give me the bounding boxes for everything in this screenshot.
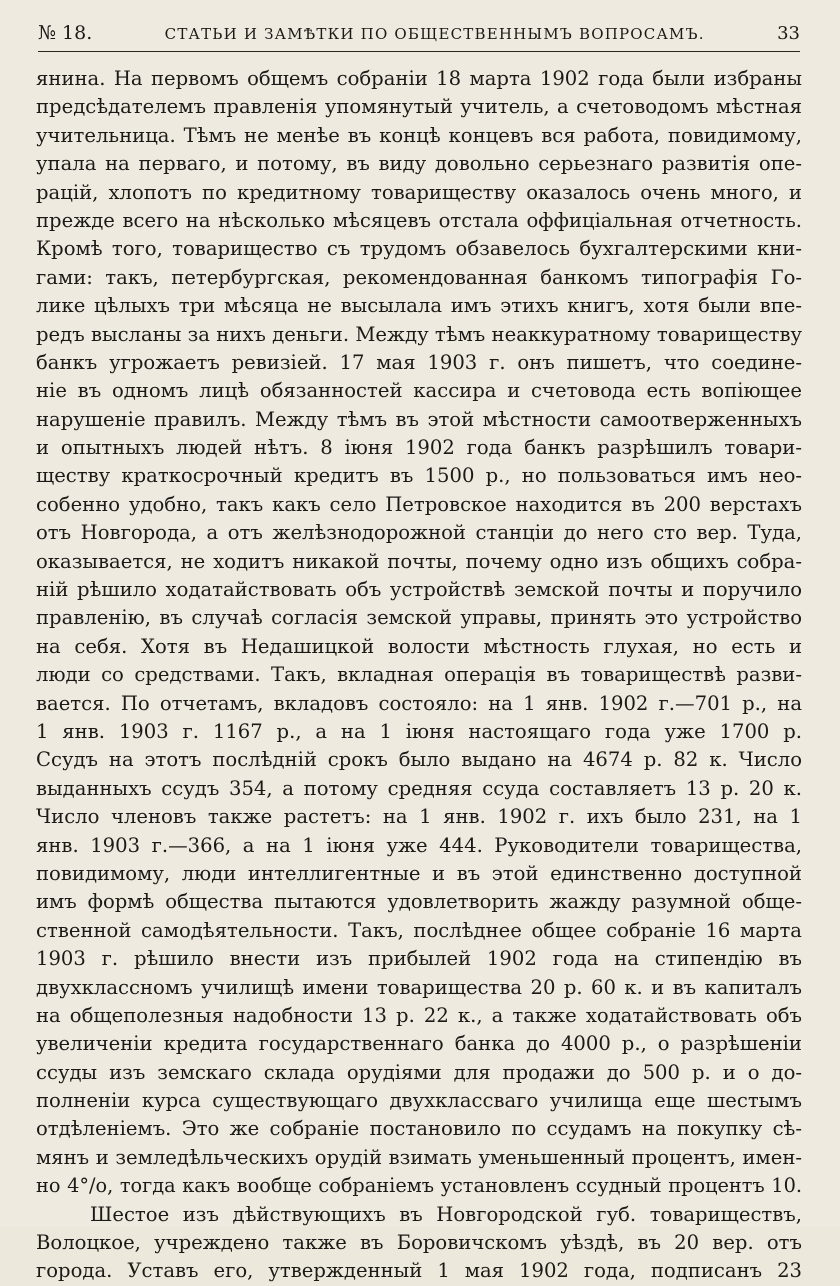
paragraph-start-line: Шестое изъ дѣйствующихъ въ Новгородской губ. товариществъ, xyxy=(90,1202,802,1226)
text-line: ществу краткосрочный кредитъ въ 1500 р., но пользоваться имъ нео- xyxy=(36,464,802,488)
text-line: выданныхъ ссудъ 354, а потому средняя ссуда составляетъ 13 р. 20 к. xyxy=(36,776,802,800)
text-line: лике цѣлыхъ три мѣсяца не высылала имъ этихъ книгъ, хотя были впе- xyxy=(36,294,802,318)
text-line: редъ высланы за нихъ деньги. Между тѣмъ неаккуратному товариществу xyxy=(36,322,802,346)
text-line: прежде всего на нѣсколько мѣсяцевъ отстала оффиціальная отчетность. xyxy=(36,208,802,232)
running-header xyxy=(38,22,800,48)
text-line: Волоцкое, учреждено также въ Боровичскомъ уѣздѣ, въ 20 вер. отъ xyxy=(36,1231,802,1255)
text-line: предсѣдателемъ правленія упомянутый учитель, а счетоводомъ мѣстная xyxy=(36,95,802,119)
page-number: 33 xyxy=(777,23,800,44)
text-line: двухклассномъ училищѣ имени товарищества 20 р. 60 к. и въ капиталъ xyxy=(36,975,802,999)
article-body xyxy=(36,65,802,1286)
text-line: увеличеніи кредита государственнаго банка до 4000 р., о разрѣшеніи xyxy=(36,1032,802,1056)
text-line: на себя. Хотя въ Недашицкой волости мѣстность глухая, но есть и xyxy=(36,634,802,658)
text-line: ній рѣшило ходатайствовать объ устройствѣ земской почты и поручило xyxy=(36,578,802,602)
text-line: собенно удобно, такъ какъ село Петровское находится въ 200 верстахъ xyxy=(36,492,802,516)
running-title: СТАТЬИ И ЗАМѢТКИ ПО ОБЩЕСТВЕННЫМЪ ВОПРОСАМЪ. xyxy=(164,25,705,43)
text-line: янв. 1903 г.—366, а на 1 іюня уже 444. Руководители товарищества, xyxy=(36,833,802,857)
text-line: Кромѣ того, товарищество съ трудомъ обзавелось бухгалтерскими кни- xyxy=(36,237,802,261)
text-line: и опытныхъ людей нѣтъ. 8 іюня 1902 года банкъ разрѣшилъ товари- xyxy=(36,436,802,460)
text-line: на общеполезныя надобности 13 р. 22 к., а также ходатайствовать объ xyxy=(36,1003,802,1027)
text-line: рацій, хлопотъ по кредитному товариществу оказалось очень много, и xyxy=(36,180,802,204)
text-line: нарушеніе правилъ. Между тѣмъ въ этой мѣстности самоотверженныхъ xyxy=(36,407,802,431)
text-line: учительница. Тѣмъ не менѣе въ концѣ концевъ вся работа, повидимому, xyxy=(36,123,802,147)
issue-number: № 18. xyxy=(38,22,93,44)
text-line: вается. По отчетамъ, вкладовъ состояло: на 1 янв. 1902 г.—701 р., на xyxy=(36,691,802,715)
text-line: повидимому, люди интеллигентные и въ этой единственно доступной xyxy=(36,861,802,885)
text-line: ніе въ одномъ лицѣ обязанностей кассира и счетовода есть вопіющее xyxy=(36,379,802,403)
text-line: имъ формѣ общества пытаются удовлетворить жажду разумной обще- xyxy=(36,890,802,914)
text-line: 1 янв. 1903 г. 1167 р., а на 1 іюня настоящаго года уже 1700 р. xyxy=(36,719,802,743)
text-line: упала на перваго, и потому, въ виду довольно серьезнаго развитія опе- xyxy=(36,152,802,176)
text-line: правленію, въ случаѣ согласія земской управы, принять это устройство xyxy=(36,606,802,630)
text-line: отъ Новгорода, а отъ желѣзнодорожной станціи до него сто вер. Туда, xyxy=(36,521,802,545)
text-line: полненіи курса существующаго двухклассваго училища еще шестымъ xyxy=(36,1089,802,1113)
text-line: Ссудъ на этотъ послѣдній срокъ было выдано на 4674 р. 82 к. Число xyxy=(36,748,802,772)
text-line: Число членовъ также растетъ: на 1 янв. 1902 г. ихъ было 231, на 1 xyxy=(36,805,802,829)
text-line: 1903 г. рѣшило внести изъ прибылей 1902 года на стипендію въ xyxy=(36,947,802,971)
text-line: города. Уставъ его, утвержденный 1 мая 1902 года, подписанъ 23 xyxy=(36,1259,802,1283)
text-line: ссуды изъ земскаго склада орудіями для продажи до 500 р. и о до- xyxy=(36,1060,802,1084)
text-line: банкъ угрожаетъ ревизіей. 17 мая 1903 г. онъ пишетъ, что соедине- xyxy=(36,350,802,374)
text-line: ственной самодѣятельности. Такъ, послѣднее общее собраніе 16 марта xyxy=(36,918,802,942)
text-line: янина. На первомъ общемъ собраніи 18 марта 1902 года были избраны xyxy=(36,67,802,90)
text-line: люди со средствами. Такъ, вкладная операція въ товариществѣ разви- xyxy=(36,663,802,687)
text-line: отдѣленіемъ. Это же собраніе постановило по ссудамъ на покупку сѣ- xyxy=(36,1117,802,1141)
header-rule xyxy=(38,51,800,52)
text-line: но 4°/о, тогда какъ вообще собраніемъ установленъ ссудный процентъ 10. xyxy=(36,1174,802,1198)
text-line: мянъ и земледѣльческихъ орудій взимать уменьшенный процентъ, имен- xyxy=(36,1145,802,1169)
text-line: оказывается, не ходитъ никакой почты, почему одно изъ общихъ собра- xyxy=(36,549,802,573)
text-line: гами: такъ, петербургская, рекомендованная банкомъ типографія Го- xyxy=(36,265,802,289)
